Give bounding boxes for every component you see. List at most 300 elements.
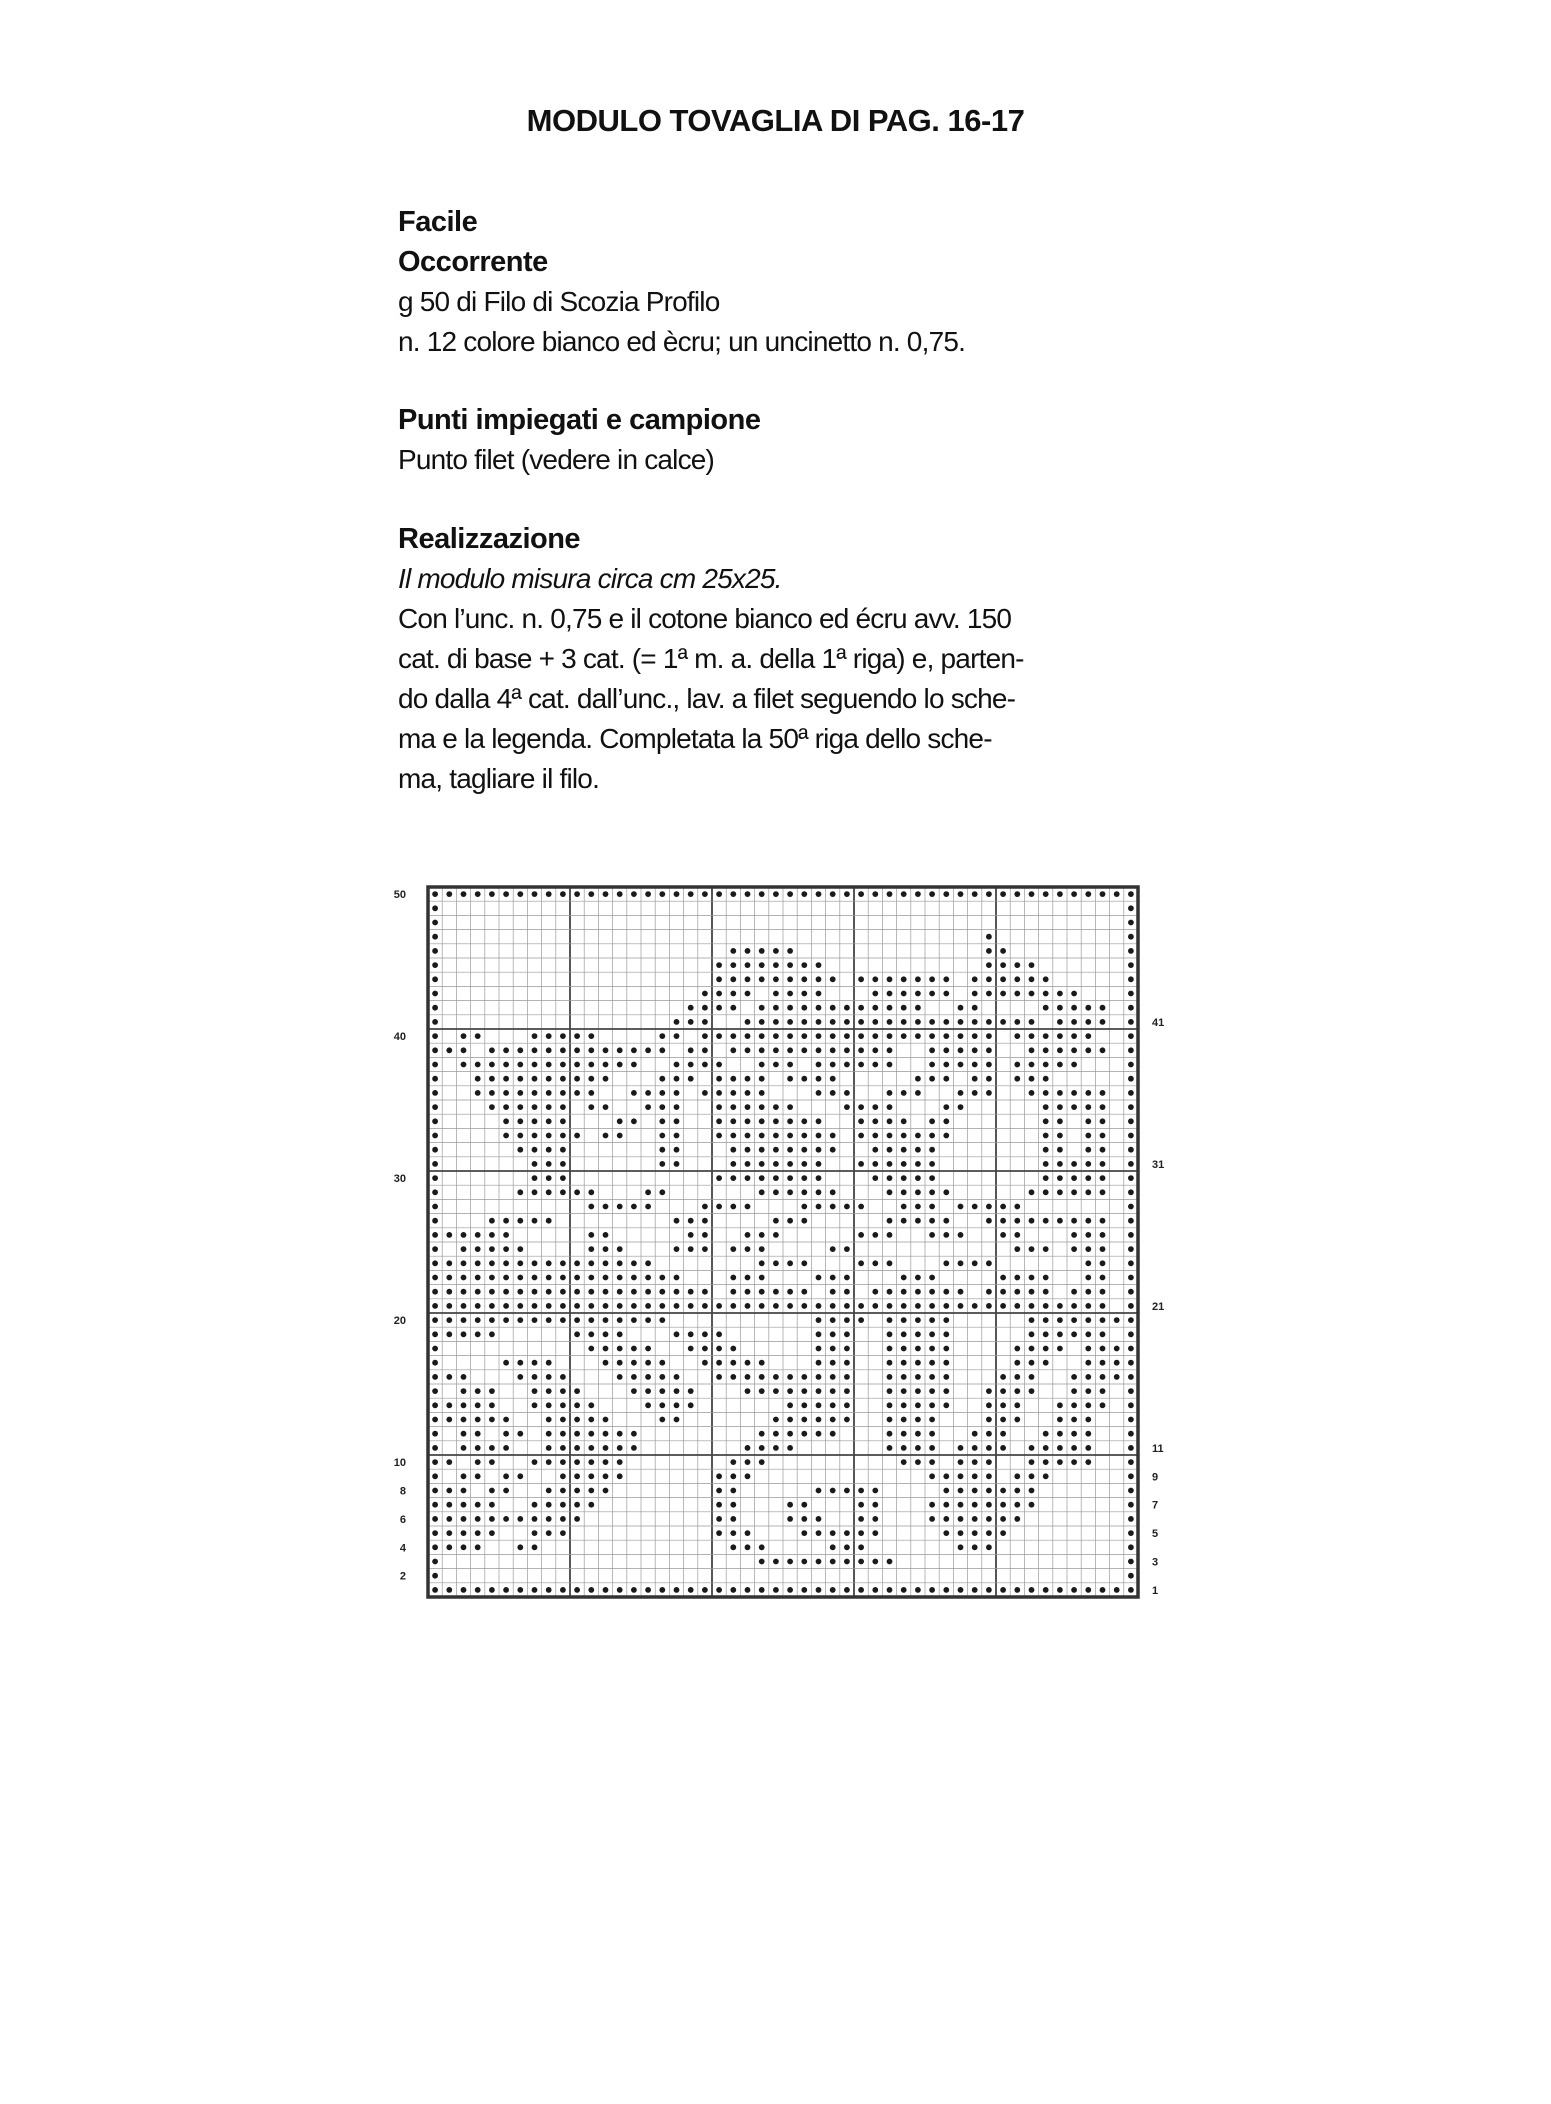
chart-filled-cell (617, 1346, 623, 1352)
chart-filled-cell (546, 1175, 552, 1181)
chart-filled-cell (1057, 1587, 1063, 1593)
chart-filled-cell (588, 1246, 594, 1252)
chart-filled-cell (489, 1459, 495, 1465)
chart-filled-cell (532, 1062, 538, 1068)
chart-filled-cell (432, 1516, 438, 1522)
chart-filled-cell (858, 1559, 864, 1565)
chart-filled-cell (702, 1204, 708, 1210)
chart-filled-cell (745, 1388, 751, 1394)
chart-filled-cell (546, 1587, 552, 1593)
chart-filled-cell (830, 1402, 836, 1408)
chart-filled-cell (887, 1388, 893, 1394)
chart-filled-cell (1100, 1587, 1106, 1593)
chart-filled-cell (461, 1260, 467, 1266)
chart-filled-cell (1029, 1502, 1035, 1508)
chart-filled-cell (816, 1133, 822, 1139)
chart-filled-cell (475, 1431, 481, 1437)
chart-filled-cell (986, 1445, 992, 1451)
chart-filled-cell (958, 1019, 964, 1025)
chart-filled-cell (1085, 1402, 1091, 1408)
chart-filled-cell (816, 1516, 822, 1522)
chart-filled-cell (816, 962, 822, 968)
chart-filled-cell (1085, 1147, 1091, 1153)
chart-filled-cell (872, 1033, 878, 1039)
chart-filled-cell (801, 991, 807, 997)
chart-filled-cell (1014, 1516, 1020, 1522)
chart-filled-cell (432, 1260, 438, 1266)
chart-filled-cell (901, 1317, 907, 1323)
chart-filled-cell (1100, 1360, 1106, 1366)
chart-filled-cell (475, 1587, 481, 1593)
chart-filled-cell (872, 1559, 878, 1565)
chart-filled-cell (489, 1260, 495, 1266)
chart-filled-cell (943, 1033, 949, 1039)
chart-filled-cell (503, 1516, 509, 1522)
chart-filled-cell (929, 976, 935, 982)
chart-filled-cell (787, 1005, 793, 1011)
chart-filled-cell (674, 1218, 680, 1224)
chart-filled-cell (574, 1402, 580, 1408)
chart-filled-cell (546, 1303, 552, 1309)
chart-filled-cell (986, 1090, 992, 1096)
chart-filled-cell (1085, 1331, 1091, 1337)
chart-filled-cell (631, 1360, 637, 1366)
chart-filled-cell (943, 1473, 949, 1479)
chart-filled-cell (574, 1303, 580, 1309)
chart-filled-cell (1071, 1246, 1077, 1252)
chart-filled-cell (716, 1104, 722, 1110)
chart-filled-cell (745, 1289, 751, 1295)
chart-filled-cell (929, 1118, 935, 1124)
chart-filled-cell (986, 1473, 992, 1479)
chart-filled-cell (574, 1317, 580, 1323)
chart-filled-cell (915, 1289, 921, 1295)
chart-filled-cell (574, 1331, 580, 1337)
chart-filled-cell (688, 1019, 694, 1025)
chart-filled-cell (1128, 1417, 1134, 1423)
chart-filled-cell (1000, 1502, 1006, 1508)
chart-filled-cell (1000, 1402, 1006, 1408)
chart-filled-cell (801, 1047, 807, 1053)
chart-filled-cell (588, 1473, 594, 1479)
chart-filled-cell (1128, 1502, 1134, 1508)
chart-filled-cell (1057, 1459, 1063, 1465)
chart-filled-cell (1014, 1417, 1020, 1423)
chart-filled-cell (446, 1544, 452, 1550)
chart-filled-cell (1014, 1587, 1020, 1593)
chart-filled-cell (816, 1047, 822, 1053)
chart-filled-cell (603, 1062, 609, 1068)
chart-filled-cell (773, 1133, 779, 1139)
chart-filled-cell (603, 1232, 609, 1238)
chart-filled-cell (816, 1374, 822, 1380)
chart-filled-cell (475, 891, 481, 897)
chart-filled-cell (816, 1175, 822, 1181)
chart-filled-cell (588, 1303, 594, 1309)
chart-filled-cell (915, 1317, 921, 1323)
chart-filled-cell (489, 1104, 495, 1110)
chart-filled-cell (1085, 1303, 1091, 1309)
chart-filled-cell (844, 1246, 850, 1252)
chart-filled-cell (1029, 1090, 1035, 1096)
chart-filled-cell (1014, 1374, 1020, 1380)
chart-filled-cell (1014, 1360, 1020, 1366)
chart-filled-cell (830, 1033, 836, 1039)
chart-filled-cell (801, 1033, 807, 1039)
chart-filled-cell (659, 891, 665, 897)
chart-filled-cell (787, 1388, 793, 1394)
chart-filled-cell (915, 1346, 921, 1352)
chart-filled-cell (986, 1289, 992, 1295)
chart-filled-cell (1057, 1161, 1063, 1167)
chart-filled-cell (432, 1232, 438, 1238)
chart-filled-cell (972, 1076, 978, 1082)
chart-filled-cell (517, 1544, 523, 1550)
chart-filled-cell (801, 1204, 807, 1210)
chart-filled-cell (1029, 1331, 1035, 1337)
chart-filled-cell (773, 1062, 779, 1068)
chart-filled-cell (1000, 1374, 1006, 1380)
chart-filled-cell (716, 1076, 722, 1082)
chart-filled-cell (816, 1019, 822, 1025)
chart-filled-cell (1128, 1488, 1134, 1494)
chart-filled-cell (532, 1289, 538, 1295)
chart-filled-cell (1128, 1516, 1134, 1522)
chart-filled-cell (816, 891, 822, 897)
chart-filled-cell (631, 1260, 637, 1266)
chart-filled-cell (816, 1090, 822, 1096)
chart-filled-cell (688, 1047, 694, 1053)
chart-filled-cell (787, 1289, 793, 1295)
chart-filled-cell (730, 1303, 736, 1309)
chart-filled-cell (432, 1218, 438, 1224)
chart-filled-cell (461, 1530, 467, 1536)
chart-filled-cell (929, 1445, 935, 1451)
chart-filled-cell (674, 1331, 680, 1337)
chart-filled-cell (1043, 1459, 1049, 1465)
chart-filled-cell (943, 1488, 949, 1494)
chart-filled-cell (1128, 920, 1134, 926)
chart-filled-cell (659, 1189, 665, 1195)
chart-filled-cell (461, 1544, 467, 1550)
chart-filled-cell (1128, 1090, 1134, 1096)
chart-filled-cell (730, 1104, 736, 1110)
chart-filled-cell (560, 1133, 566, 1139)
chart-row-label-left: 40 (393, 1031, 406, 1044)
chart-filled-cell (943, 1133, 949, 1139)
chart-filled-cell (503, 1062, 509, 1068)
chart-filled-cell (432, 891, 438, 897)
chart-filled-cell (532, 1076, 538, 1082)
chart-filled-cell (645, 1388, 651, 1394)
chart-filled-cell (1085, 1346, 1091, 1352)
chart-filled-cell (872, 976, 878, 982)
chart-filled-cell (588, 1289, 594, 1295)
chart-filled-cell (1057, 1104, 1063, 1110)
chart-filled-cell (1085, 1090, 1091, 1096)
chart-filled-cell (972, 1204, 978, 1210)
chart-filled-cell (1128, 1047, 1134, 1053)
chart-filled-cell (745, 1076, 751, 1082)
chart-filled-cell (872, 891, 878, 897)
chart-filled-cell (1128, 991, 1134, 997)
chart-filled-cell (858, 1133, 864, 1139)
chart-filled-cell (1128, 1473, 1134, 1479)
chart-filled-cell (461, 1303, 467, 1309)
chart-filled-cell (887, 1587, 893, 1593)
chart-filled-cell (1071, 1402, 1077, 1408)
chart-filled-cell (872, 1047, 878, 1053)
chart-filled-cell (858, 1303, 864, 1309)
chart-filled-cell (830, 1331, 836, 1337)
chart-filled-cell (674, 1104, 680, 1110)
chart-filled-cell (702, 1047, 708, 1053)
chart-filled-cell (816, 1005, 822, 1011)
chart-filled-cell (929, 1473, 935, 1479)
chart-filled-cell (745, 1445, 751, 1451)
chart-filled-cell (1000, 1417, 1006, 1423)
chart-filled-cell (958, 1260, 964, 1266)
chart-filled-cell (432, 1346, 438, 1352)
chart-filled-cell (446, 1289, 452, 1295)
chart-filled-cell (560, 1516, 566, 1522)
chart-filled-cell (887, 891, 893, 897)
chart-filled-cell (986, 1587, 992, 1593)
chart-filled-cell (887, 1559, 893, 1565)
chart-filled-cell (546, 1445, 552, 1451)
chart-filled-cell (787, 1559, 793, 1565)
chart-filled-cell (1071, 1289, 1077, 1295)
chart-filled-cell (801, 1388, 807, 1394)
chart-filled-cell (986, 1502, 992, 1508)
chart-filled-cell (532, 1260, 538, 1266)
chart-filled-cell (730, 976, 736, 982)
chart-filled-cell (560, 1289, 566, 1295)
chart-filled-cell (603, 1431, 609, 1437)
chart-filled-cell (603, 1445, 609, 1451)
chart-filled-cell (432, 1417, 438, 1423)
chart-filled-cell (887, 1346, 893, 1352)
chart-filled-cell (1071, 1062, 1077, 1068)
chart-filled-cell (1014, 891, 1020, 897)
chart-filled-cell (489, 1516, 495, 1522)
chart-filled-cell (1057, 1047, 1063, 1053)
chart-filled-cell (759, 1189, 765, 1195)
chart-filled-cell (446, 1530, 452, 1536)
chart-filled-cell (560, 1104, 566, 1110)
chart-filled-cell (1000, 1530, 1006, 1536)
chart-filled-cell (1043, 1175, 1049, 1181)
chart-filled-cell (588, 1062, 594, 1068)
chart-filled-cell (432, 1133, 438, 1139)
chart-filled-cell (617, 1317, 623, 1323)
chart-filled-cell (631, 891, 637, 897)
chart-filled-cell (745, 1133, 751, 1139)
chart-filled-cell (1085, 1019, 1091, 1025)
chart-filled-cell (432, 1431, 438, 1437)
chart-filled-cell (475, 1232, 481, 1238)
chart-filled-cell (1043, 1431, 1049, 1437)
chart-filled-cell (972, 1544, 978, 1550)
chart-filled-cell (645, 891, 651, 897)
chart-filled-cell (517, 1360, 523, 1366)
chart-filled-cell (517, 1317, 523, 1323)
chart-filled-cell (730, 962, 736, 968)
chart-filled-cell (787, 1062, 793, 1068)
chart-filled-cell (1014, 1488, 1020, 1494)
chart-filled-cell (1071, 1417, 1077, 1423)
chart-filled-cell (745, 976, 751, 982)
chart-filled-cell (844, 1488, 850, 1494)
chart-filled-cell (1085, 1417, 1091, 1423)
chart-filled-cell (887, 1090, 893, 1096)
chart-filled-cell (588, 1204, 594, 1210)
chart-filled-cell (915, 1587, 921, 1593)
chart-filled-cell (858, 1317, 864, 1323)
chart-filled-cell (830, 1388, 836, 1394)
chart-filled-cell (872, 1104, 878, 1110)
chart-filled-cell (432, 1459, 438, 1465)
chart-filled-cell (830, 1417, 836, 1423)
chart-filled-cell (830, 1133, 836, 1139)
chart-filled-cell (887, 1189, 893, 1195)
chart-filled-cell (574, 1516, 580, 1522)
chart-filled-cell (532, 1133, 538, 1139)
chart-filled-cell (816, 1488, 822, 1494)
chart-filled-cell (929, 1161, 935, 1167)
chart-filled-cell (503, 1587, 509, 1593)
chart-filled-cell (972, 1005, 978, 1011)
chart-filled-cell (517, 1133, 523, 1139)
chart-filled-cell (532, 891, 538, 897)
chart-filled-cell (446, 1317, 452, 1323)
chart-filled-cell (532, 1033, 538, 1039)
chart-filled-cell (617, 1445, 623, 1451)
chart-filled-cell (816, 1559, 822, 1565)
chart-filled-cell (929, 1502, 935, 1508)
chart-filled-cell (1071, 1005, 1077, 1011)
size-note: Il modulo misura circa cm 25x25. (398, 563, 782, 594)
chart-filled-cell (730, 1076, 736, 1082)
chart-filled-cell (844, 1275, 850, 1281)
chart-filled-cell (887, 1133, 893, 1139)
chart-filled-cell (432, 905, 438, 911)
chart-filled-cell (1100, 1161, 1106, 1167)
chart-filled-cell (546, 1417, 552, 1423)
chart-filled-cell (801, 1133, 807, 1139)
chart-filled-cell (432, 1388, 438, 1394)
chart-filled-cell (1128, 1033, 1134, 1039)
chart-filled-cell (943, 1360, 949, 1366)
chart-filled-cell (830, 976, 836, 982)
materials-line: g 50 di Filo di Scozia Profilo (398, 286, 720, 317)
chart-filled-cell (503, 1047, 509, 1053)
chart-filled-cell (560, 1275, 566, 1281)
chart-filled-cell (745, 1459, 751, 1465)
chart-filled-cell (730, 1587, 736, 1593)
chart-filled-cell (958, 1502, 964, 1508)
chart-filled-cell (745, 1374, 751, 1380)
chart-filled-cell (1029, 1019, 1035, 1025)
chart-filled-cell (432, 1402, 438, 1408)
chart-filled-cell (560, 1175, 566, 1181)
chart-filled-cell (1085, 1175, 1091, 1181)
chart-filled-cell (1128, 1019, 1134, 1025)
chart-filled-cell (901, 1587, 907, 1593)
chart-filled-cell (617, 1459, 623, 1465)
chart-filled-cell (532, 1118, 538, 1124)
chart-filled-cell (816, 1303, 822, 1309)
chart-filled-cell (1029, 1488, 1035, 1494)
chart-filled-cell (546, 1502, 552, 1508)
chart-filled-cell (560, 1303, 566, 1309)
chart-filled-cell (475, 1331, 481, 1337)
chart-filled-cell (816, 1331, 822, 1337)
chart-filled-cell (588, 1488, 594, 1494)
chart-filled-cell (773, 976, 779, 982)
chart-filled-cell (943, 1388, 949, 1394)
chart-filled-cell (830, 1360, 836, 1366)
chart-filled-cell (830, 1374, 836, 1380)
chart-filled-cell (560, 1161, 566, 1167)
chart-filled-cell (588, 1260, 594, 1266)
chart-filled-cell (1014, 1232, 1020, 1238)
chart-row-label-right: 3 (1152, 1556, 1159, 1569)
chart-filled-cell (887, 1289, 893, 1295)
chart-row-label-left: 2 (399, 1570, 406, 1583)
chart-filled-cell (560, 1317, 566, 1323)
chart-filled-cell (1128, 1275, 1134, 1281)
chart-filled-cell (645, 1204, 651, 1210)
chart-filled-cell (603, 1473, 609, 1479)
chart-filled-cell (560, 1374, 566, 1380)
chart-filled-cell (730, 1118, 736, 1124)
chart-filled-cell (574, 1189, 580, 1195)
chart-filled-cell (915, 1189, 921, 1195)
chart-filled-cell (560, 1445, 566, 1451)
chart-filled-cell (532, 1047, 538, 1053)
chart-filled-cell (503, 1317, 509, 1323)
chart-filled-cell (730, 1346, 736, 1352)
chart-filled-cell (1114, 1587, 1120, 1593)
chart-filled-cell (773, 1289, 779, 1295)
chart-filled-cell (1085, 1232, 1091, 1238)
chart-filled-cell (1100, 1104, 1106, 1110)
chart-filled-cell (461, 1246, 467, 1252)
chart-filled-cell (574, 1488, 580, 1494)
chart-filled-cell (560, 1587, 566, 1593)
chart-filled-cell (773, 1047, 779, 1053)
chart-filled-cell (887, 1118, 893, 1124)
chart-filled-cell (801, 962, 807, 968)
chart-filled-cell (929, 1587, 935, 1593)
chart-row-label-right: 9 (1152, 1471, 1159, 1484)
chart-filled-cell (532, 1303, 538, 1309)
chart-filled-cell (844, 1374, 850, 1380)
chart-filled-cell (1029, 1388, 1035, 1394)
chart-filled-cell (503, 1445, 509, 1451)
chart-filled-cell (858, 1204, 864, 1210)
chart-filled-cell (546, 1161, 552, 1167)
chart-filled-cell (844, 1331, 850, 1337)
chart-filled-cell (958, 1445, 964, 1451)
chart-filled-cell (844, 1090, 850, 1096)
chart-filled-cell (532, 1587, 538, 1593)
chart-filled-cell (745, 1204, 751, 1210)
chart-filled-cell (603, 1260, 609, 1266)
chart-filled-cell (986, 1062, 992, 1068)
chart-filled-cell (1014, 1303, 1020, 1309)
